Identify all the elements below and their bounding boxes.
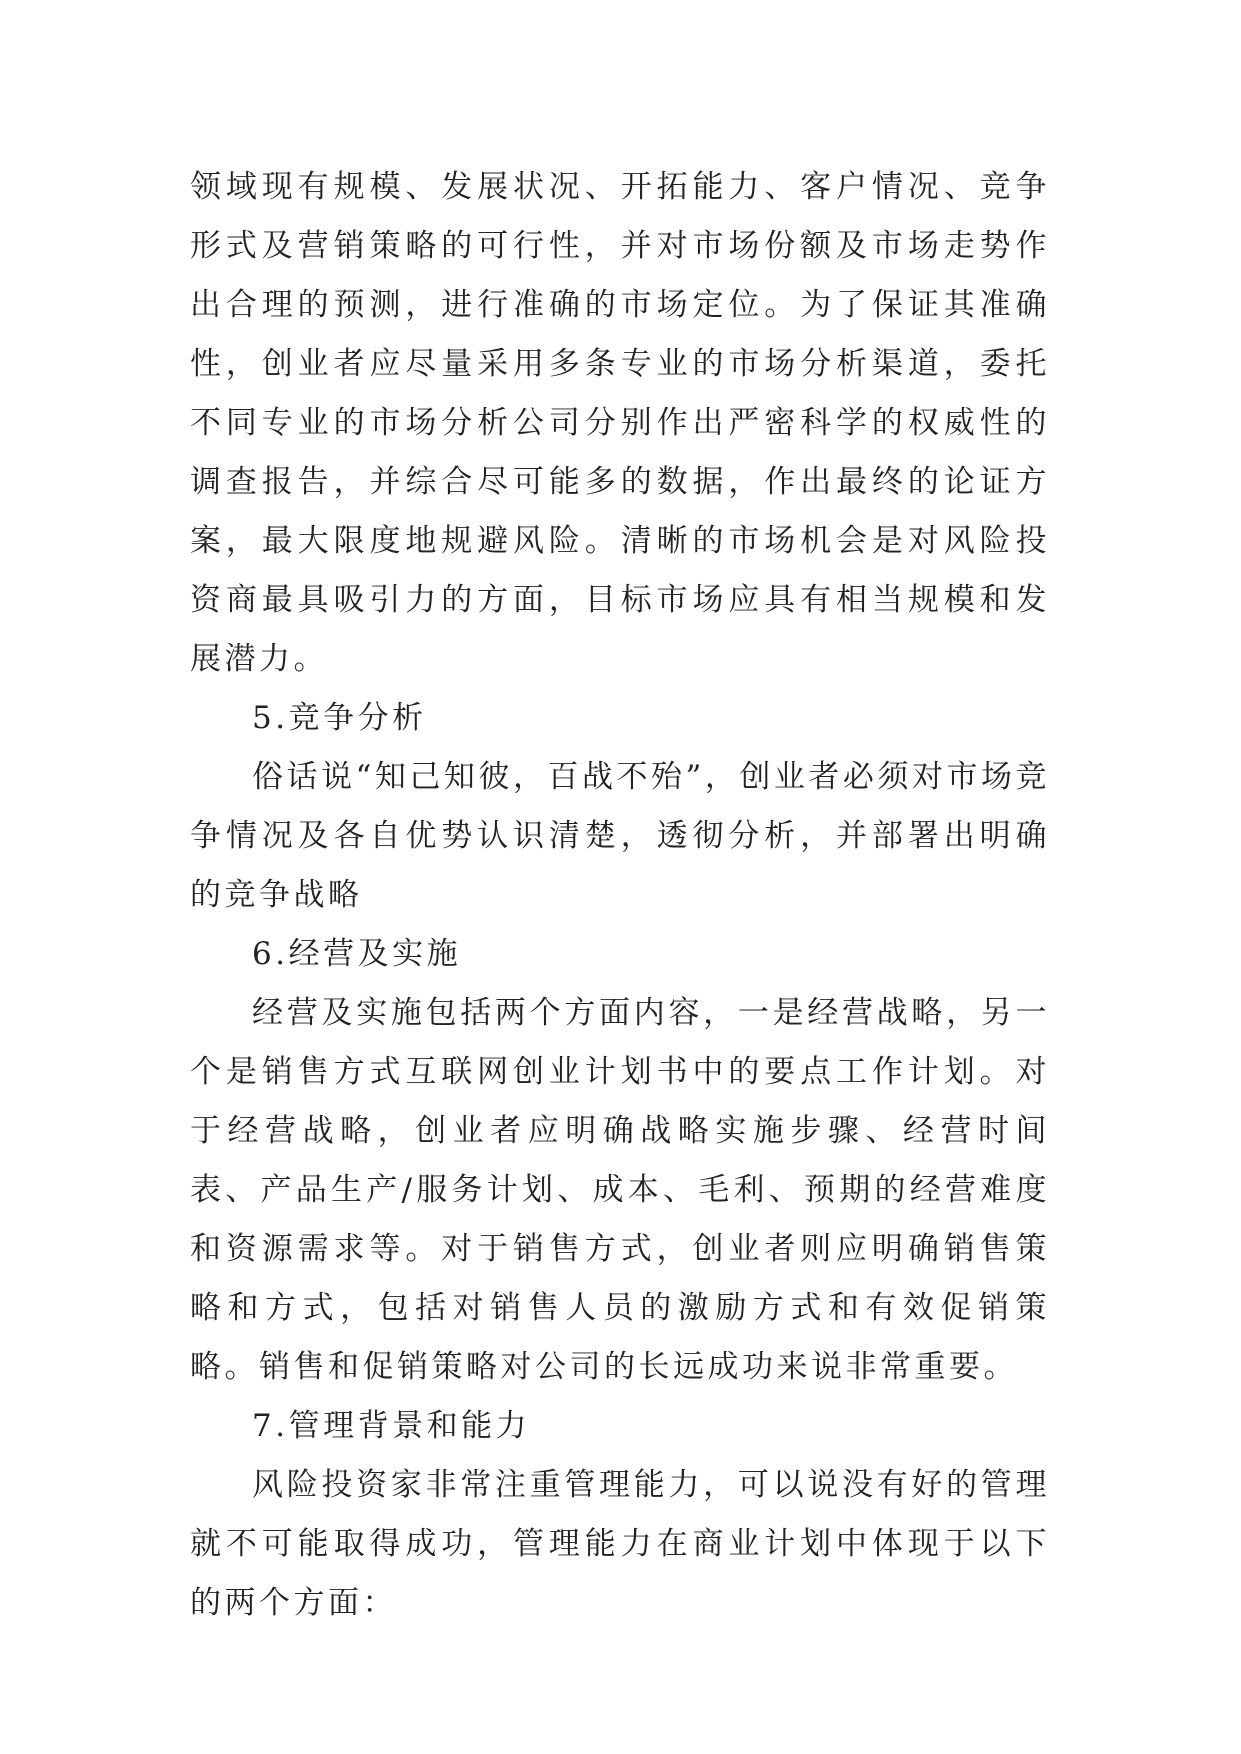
document-page (190, 158, 1050, 1633)
section-heading-operation-implementation: 6.经营及实施 (252, 936, 462, 972)
section-heading-management-background: 7.管理背景和能力 (252, 1408, 531, 1444)
paragraph-competition-analysis: 俗话说“知己知彼，百战不殆”，创业者必须对市场竞争情况及各自优势认识清楚，透彻分析，并部署出明确的竞争战略 (190, 759, 1050, 913)
paragraph-management-background: 风险投资家非常注重管理能力，可以说没有好的管理就不可能取得成功，管理能力在商业计划中体现于以下的两个方面： (190, 1467, 1050, 1621)
section-heading-competition-analysis: 5.竞争分析 (252, 700, 427, 736)
paragraph-operation-implementation: 经营及实施包括两个方面内容，一是经营战略，另一个是销售方式互联网创业计划书中的要点工作计划。对于经营战略，创业者应明确战略实施步骤、经营时间表、产品生产/服务计划、成本、毛利、预期的经营难度和资源需求等。对于销售方式，创业者则应明确销售策略和方式，包括对销售人员的激励方式和有效促销策略。销售和促销策略对公司的长远成功来说非常重要。 (190, 995, 1050, 1385)
paragraph-market-analysis: 领域现有规模、发展状况、开拓能力、客户情况、竞争形式及营销策略的可行性，并对市场份额及市场走势作出合理的预测，进行准确的市场定位。为了保证其准确性，创业者应尽量采用多条专业的市场分析渠道，委托不同专业的市场分析公司分别作出严密科学的权威性的调查报告，并综合尽可能多的数据，作出最终的论证方案，最大限度地规避风险。清晰的市场机会是对风险投资商最具吸引力的方面，目标市场应具有相当规模和发展潜力。 (190, 169, 1050, 677)
